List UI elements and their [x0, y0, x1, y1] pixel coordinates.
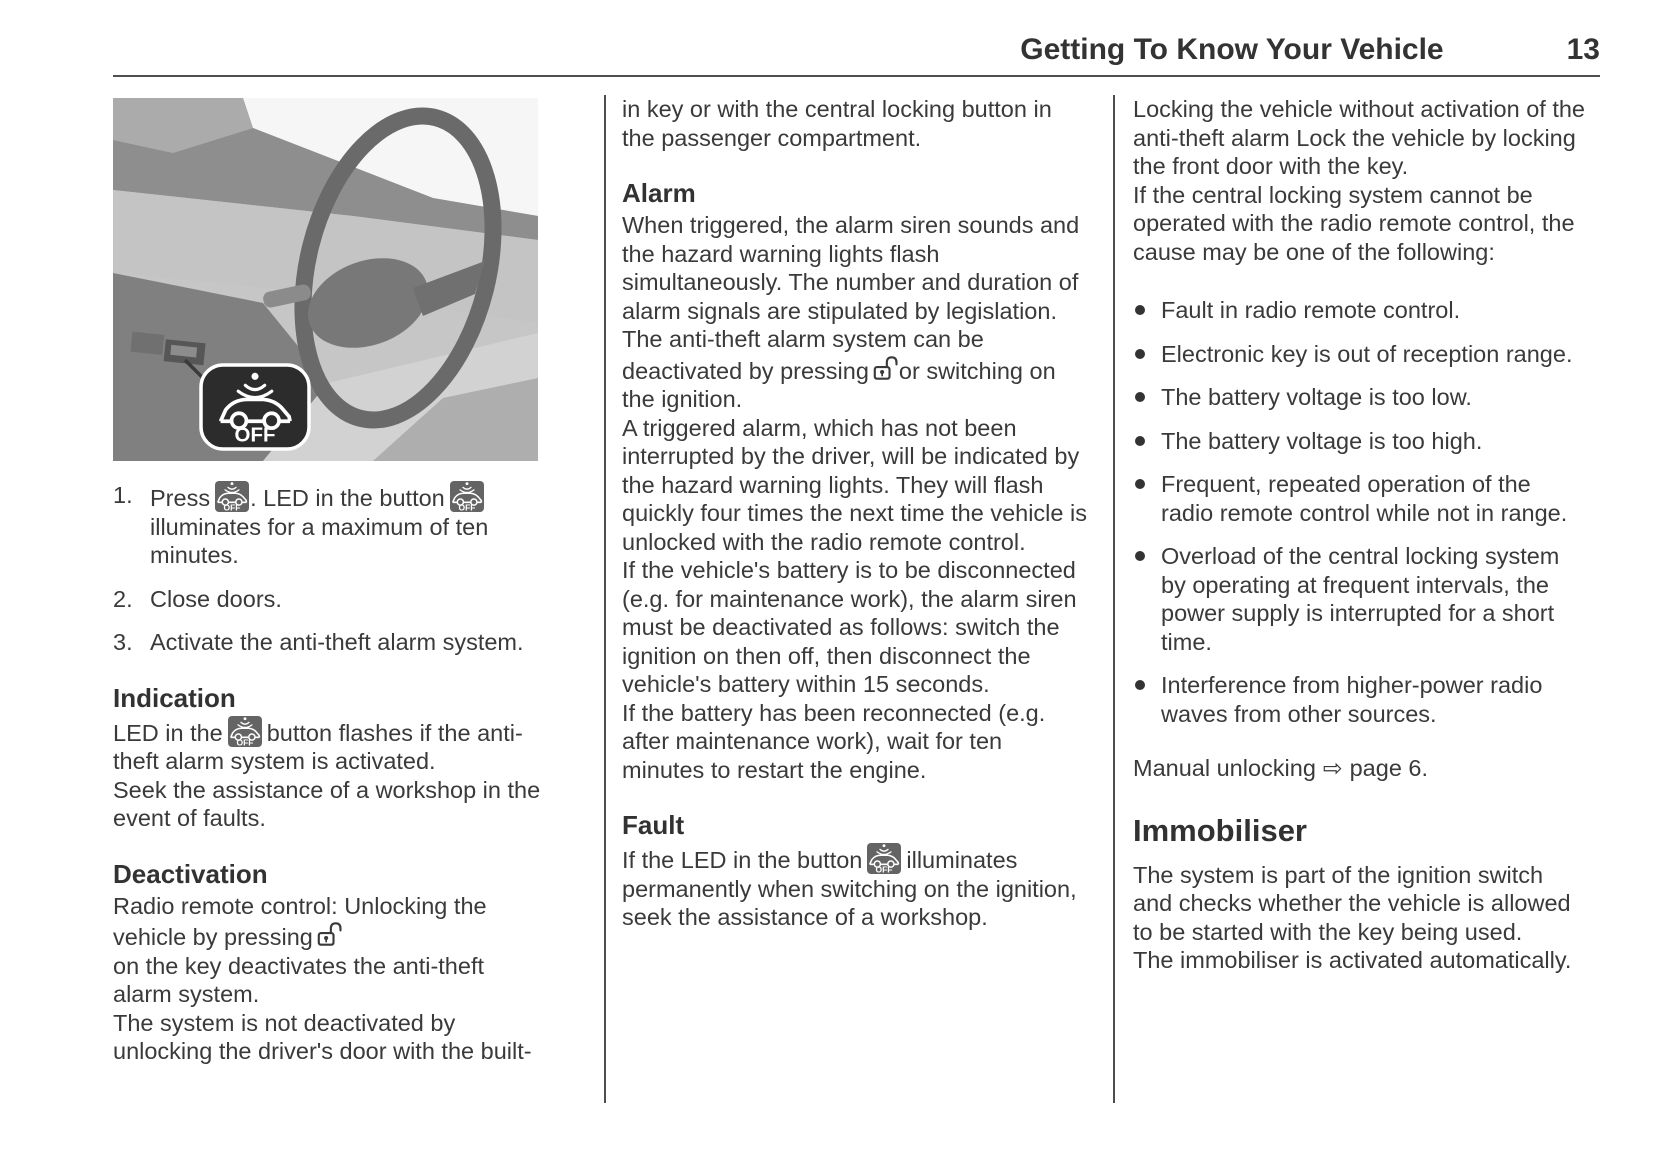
car-alarm-off-icon — [867, 843, 901, 874]
list-item — [1133, 671, 1585, 728]
fault-post: illuminates permanently when switching on the ignition, seek the assistance of a workshop. — [622, 847, 1077, 930]
step-text — [150, 481, 548, 570]
page-reference-arrow-icon: ⇨ — [1322, 755, 1343, 781]
bullet-dot — [1135, 551, 1145, 561]
continuation-paragraph: in key or with the central locking button in the passenger compartment. — [622, 96, 1052, 151]
page-title: Getting To Know Your Vehicle — [1020, 33, 1444, 66]
list-item — [1133, 383, 1585, 412]
bullet-dot — [1135, 680, 1145, 690]
left-column — [113, 95, 548, 1066]
step-text: Activate the anti-theft alarm system. — [150, 629, 524, 655]
header-rule — [113, 75, 1600, 77]
immobiliser-paragraphs — [1133, 861, 1585, 975]
locking-paragraph — [1133, 95, 1585, 266]
bullet-dot — [1135, 305, 1145, 315]
alarm-p2-post: or switching on the ignition. — [622, 357, 1056, 412]
column-divider-right — [1113, 95, 1115, 1103]
step-number: 1. — [113, 482, 133, 508]
step-3 — [113, 628, 548, 657]
alarm-p1: When triggered, the alarm siren sounds and the hazard warning lights flash simultaneously. The number and duration of alarm signals are stipulated by legislation. — [622, 212, 1080, 324]
bullet-dot — [1135, 392, 1145, 402]
alarm-p2-pre: The anti-theft alarm system can be deactivated by pressing — [622, 326, 984, 384]
indication-pre: LED in the — [113, 719, 223, 746]
indication-p2: Seek the assistance of a workshop in the event of faults. — [113, 776, 541, 831]
page-header — [113, 33, 1600, 66]
unlock-icon — [317, 920, 342, 948]
deactivation-paragraph — [113, 892, 548, 1066]
list-item-text: Interference from higher-power radio waves from other sources. — [1161, 672, 1543, 727]
list-item — [1133, 470, 1585, 527]
fault-pre: If the LED in the button — [622, 847, 863, 873]
car-alarm-off-icon — [215, 481, 249, 512]
step1-post: illuminates for a maximum of ten minutes. — [150, 513, 489, 568]
alarm-p3: A triggered alarm, which has not been interrupted by the driver, will be indicated by the hazard warning lights. They will flash quickly four times the next time the vehicle is unlocked with the radio remote control. — [622, 414, 1087, 555]
list-item-text: The battery voltage is too low. — [1161, 384, 1472, 410]
step1-mid: . LED in the button — [250, 485, 445, 511]
page-reference-text: page 6. — [1349, 755, 1429, 781]
list-item-text: Fault in radio remote control. — [1161, 297, 1461, 323]
indication-heading: Indication — [113, 682, 236, 713]
list-item — [1133, 542, 1585, 656]
immobiliser-p2: The immobiliser is activated automatically. — [1133, 947, 1572, 973]
bullet-dot — [1135, 436, 1145, 446]
car-alarm-off-icon — [228, 716, 262, 747]
column-divider-left — [604, 95, 606, 1103]
manual-unlocking-text: Manual unlocking — [1133, 755, 1316, 781]
alarm-p5: If the battery has been reconnected (e.g. after maintenance work), wait for ten minutes to restart the engine. — [622, 699, 1046, 783]
car-alarm-off-icon — [450, 481, 484, 512]
list-item — [1133, 340, 1585, 369]
step-2 — [113, 585, 548, 614]
dashboard-figure — [113, 98, 538, 461]
list-item-text: Electronic key is out of reception range. — [1161, 340, 1573, 367]
fault-paragraph — [622, 843, 1088, 932]
list-item-text: The battery voltage is too high. — [1161, 427, 1483, 454]
list-item-text: Overload of the central locking system by operating at frequent intervals, the power supply is interrupted for a short time. — [1161, 543, 1560, 655]
unlock-icon — [873, 354, 898, 382]
step1-pre: Press — [150, 485, 211, 511]
locking-p2: If the central locking system cannot be operated with the radio remote control, the cause may be one of the following: — [1133, 181, 1575, 265]
locking-p1: Locking the vehicle without activation of the anti-theft alarm Lock the vehicle by locking the front door with the key. — [1133, 96, 1585, 179]
step-1 — [113, 481, 548, 570]
step-number: 3. — [113, 629, 133, 655]
list-item — [1133, 296, 1585, 325]
right-column — [1133, 95, 1585, 975]
list-item — [1133, 427, 1585, 456]
manual-unlocking-reference — [1133, 754, 1585, 783]
deactivation-post: on the key deactivates the anti-theft alarm system. — [113, 952, 485, 1007]
step-number: 2. — [113, 585, 133, 612]
alarm-off-callout — [201, 365, 309, 449]
deactivation-heading: Deactivation — [113, 858, 268, 889]
alarm-p4: If the vehicle's battery is to be disconnected (e.g. for maintenance work), the alarm siren must be deactivated as follows: switch the ignition on then off, then disconnect the vehicle's battery within 15 seconds. — [622, 557, 1077, 697]
immobiliser-heading: Immobiliser — [1133, 812, 1307, 848]
fault-heading: Fault — [622, 810, 685, 840]
step-text: Close doors. — [150, 585, 282, 612]
bullet-dot — [1135, 349, 1145, 359]
indication-post: button flashes if the anti-theft alarm system is activated. — [113, 719, 523, 774]
deactivation-pre: Radio remote control: Unlocking the vehicle by pressing — [113, 892, 487, 950]
list-item-text: Frequent, repeated operation of the radio remote control while not in range. — [1161, 471, 1568, 526]
deactivation-p2: The system is not deactivated by unlocking the driver's door with the built- — [113, 1009, 532, 1064]
page-number: 13 — [1566, 33, 1600, 66]
alarm-heading: Alarm — [622, 178, 696, 208]
cause-list — [1133, 296, 1585, 728]
bullet-dot — [1135, 479, 1145, 489]
alarm-paragraphs — [622, 211, 1088, 784]
indication-paragraph — [113, 716, 548, 833]
immobiliser-p1: The system is part of the ignition switch and checks whether the vehicle is allowed to be started with the key being used. — [1133, 861, 1571, 945]
middle-column — [622, 95, 1088, 932]
